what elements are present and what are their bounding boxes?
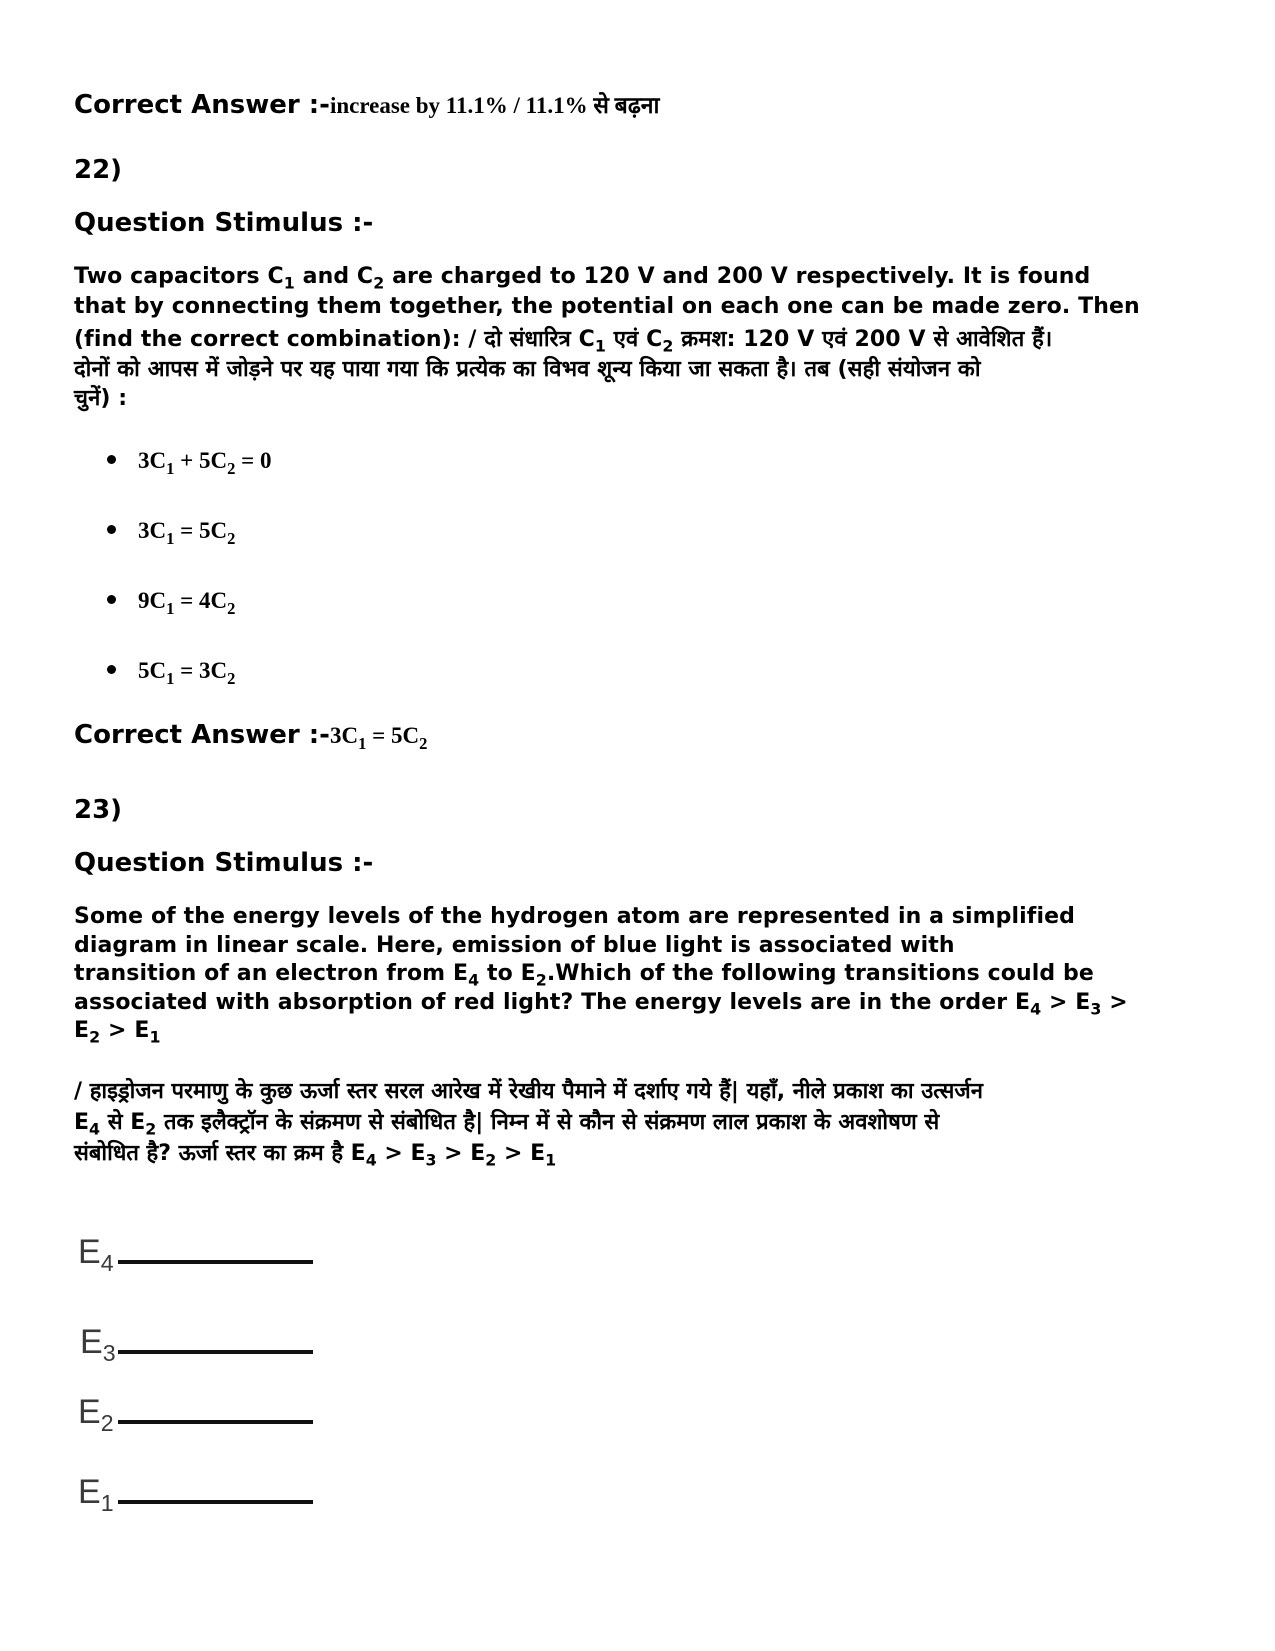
stem-line-hindi: $E_4$ से $E_2$ तक इलैक्ट्रॉन के संक्रमण से संबोधित है| निम्न में से कौन से संक्रमण लाल प्रकाश के अवशोषण से: [74, 1110, 940, 1139]
bullet-icon: [107, 595, 116, 604]
stem-line: चुनें) :: [74, 386, 128, 411]
answer-option: [107, 588, 236, 618]
stem-line: $E_2 > E_1$: [74, 1018, 161, 1047]
stem-line-hindi: संबोधित है? ऊर्जा स्तर का क्रम है $E_4 > E_3 > E_2 > E_1$: [74, 1141, 557, 1170]
stem-line: that by connecting them together, the potential on each one can be made zero. Then: [74, 293, 1140, 319]
correct-answer-label: Correct Answer :-: [74, 90, 330, 120]
stem-line: associated with absorption of red light? The energy levels are in the order $E_4 > E_3$ >: [74, 989, 1128, 1019]
question-number: 22): [74, 155, 123, 185]
answer-option-text: $9C_1 = 4C_2$: [138, 588, 236, 618]
previous-correct-answer: [74, 88, 659, 120]
bullet-icon: [107, 525, 116, 534]
bullet-icon: [107, 455, 116, 464]
answer-option: [107, 658, 236, 688]
question-number: 23): [74, 795, 123, 825]
correct-answer-value: increase by 11.1% / 11.1% से बढ़ना: [329, 93, 660, 118]
answer-option-text: $5C_1 = 3C_2$: [138, 658, 236, 688]
energy-level-diagram: [78, 1233, 338, 1555]
energy-level-line: [118, 1260, 313, 1264]
stem-line: transition of an electron from $E_4$ to $E_2.Which$ of the following transitions could be: [74, 961, 1094, 990]
correct-answer-value: $3C_1 = 5C_2$: [329, 723, 428, 753]
bullet-icon: [107, 665, 116, 674]
stem-line: diagram in linear scale. Here, emission of blue light is associated with: [74, 932, 955, 958]
answer-option: [107, 448, 272, 478]
energy-level-line: [118, 1420, 313, 1424]
answer-option-text: $3C_1 + 5C_2 = 0$: [138, 448, 272, 478]
question-stimulus-label: Question Stimulus :-: [74, 848, 374, 878]
answer-option-text: $3C_1 = 5C_2$: [138, 518, 236, 548]
energy-level-label: $E_2$: [78, 1393, 114, 1437]
stem-line: Some of the energy levels of the hydrogen atom are represented in a simplified: [74, 904, 1075, 929]
stem-line: दोनों को आपस में जोड़ने पर यह पाया गया कि प्रत्येक का विभव शून्य किया जा सकता है। तब (सही संयोजन को: [74, 356, 981, 382]
correct-answer-label: Correct Answer :-: [74, 720, 330, 750]
energy-level-line: [118, 1500, 313, 1504]
stem-line: (find the correct combination): / दो संधारित्र $C_1$ एवं $C_2$ क्रमश: 120 V एवं 200 V से आवेशित हैं।: [74, 327, 1053, 356]
stem-line-hindi: / हाइड्रोजन परमाणु के कुछ ऊर्जा स्तर सरल आरेख में रेखीय पैमाने में दर्शाए गये हैं| यहाँ, नीले प्रकाश का उत्सर्जन: [74, 1079, 983, 1104]
stem-line: Two capacitors $C_1$ and $C_2$ are charged to 120 V and 200 V respectively. It is found: [74, 264, 1091, 293]
correct-answer: [74, 720, 428, 753]
energy-level-label: $E_3$: [80, 1323, 116, 1367]
energy-level-label: $E_4$: [78, 1233, 114, 1277]
question-stimulus-label: Question Stimulus :-: [74, 208, 374, 238]
energy-level-label: $E_1$: [78, 1473, 114, 1517]
answer-option: [107, 518, 236, 548]
energy-level-line: [118, 1350, 313, 1354]
